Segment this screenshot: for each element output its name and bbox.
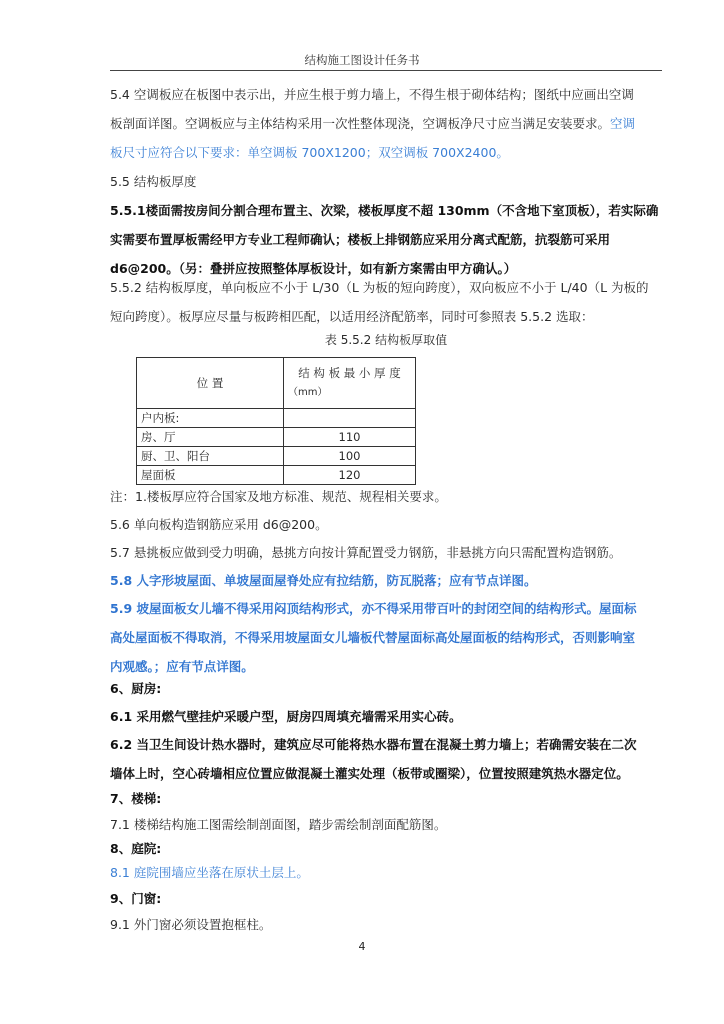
- paragraph-6-2-line-1: 6.2 当卫生间设计热水器时，建筑应尽可能将热水器布置在混凝土剪力墙上；若确需安装在二次: [110, 737, 637, 752]
- paragraph-5-9-line-1: 5.9 坡屋面板女儿墙不得采用闷顶结构形式，亦不得采用带百叶的封闭空间的结构形式。屋面标: [110, 601, 637, 616]
- table-row: [137, 428, 416, 447]
- paragraph-7-1: 7.1 楼梯结构施工图需绘制剖面图，踏步需绘制剖面配筋图。: [110, 817, 447, 832]
- paragraph-5-4-line-2-highlight: 空调: [610, 116, 636, 131]
- paragraph-5-9: [110, 594, 662, 681]
- paragraph-5-9-line-3: 内观感。；应有节点详图。: [110, 659, 254, 674]
- paragraph-5-5-2: [110, 273, 662, 331]
- header-divider: [110, 70, 662, 71]
- paragraph-5-4-line-2: 板剖面详图。空调板应与主体结构采用一次性整体现浇，空调板净尺寸应当满足安装要求。: [110, 116, 611, 131]
- table-row: [137, 409, 416, 428]
- paragraph-5-5-1: [110, 196, 662, 283]
- section-7-title: 7、楼梯:: [110, 791, 162, 806]
- paragraph-6-2-line-2: 墙体上时，空心砖墙相应位置应做混凝土灌实处理（板带或圈梁），位置按照建筑热水器定位。: [110, 766, 629, 781]
- paragraph-5-4-line-3-highlight: 板尺寸应符合以下要求：单空调板 700X1200；双空调板 700X2400。: [110, 145, 509, 160]
- paragraph-5-5-1-line-2: 实需要布置厚板需经甲方专业工程师确认；楼板上排钢筋应采用分离式配筋，抗裂筋可采用: [110, 232, 611, 247]
- paragraph-5-5-2-line-1: 5.5.2 结构板厚度，单向板应不小于 L/30（L 为板的短向跨度），双向板应不小于 L/40（L 为板的: [110, 280, 649, 295]
- table-cell-value: 100: [284, 447, 416, 466]
- slab-thickness-table: [136, 357, 416, 485]
- table-header-thickness-label: 结 构 板 最 小 厚 度: [298, 366, 401, 380]
- paragraph-5-5-1-line-1: 5.5.1楼面需按房间分割合理布置主、次梁，楼板厚度不超 130mm（不含地下室顶板），若实际确: [110, 203, 659, 218]
- table-cell-position: 屋面板: [137, 466, 284, 485]
- table-row: [137, 447, 416, 466]
- section-8-title: 8、庭院:: [110, 841, 162, 856]
- table-header-thickness: [284, 358, 416, 409]
- page-header-title: 结构施工图设计任务书: [304, 53, 420, 67]
- section-9-title: 9、门窗:: [110, 891, 162, 906]
- section-6-title: 6、厨房:: [110, 681, 162, 696]
- paragraph-6-2: [110, 730, 662, 788]
- table-cell-value: 120: [284, 466, 416, 485]
- table-cell-position: 厨、卫、阳台: [137, 447, 284, 466]
- table-header-row: [137, 358, 416, 409]
- paragraph-5-4: [110, 80, 662, 167]
- paragraph-5-5-1-line-3: d6@200。（另：叠拼应按照整体厚板设计，如有新方案需由甲方确认。）: [110, 261, 517, 276]
- table-cell-position: 户内板:: [137, 409, 284, 428]
- table-header-unit: （mm）: [288, 387, 328, 398]
- paragraph-9-1: 9.1 外门窗必须设置抱框柱。: [110, 917, 272, 932]
- section-5-5-title: 5.5 结构板厚度: [110, 174, 197, 189]
- page-number: 4: [358, 940, 366, 953]
- table-cell-value: 110: [284, 428, 416, 447]
- paragraph-5-8: 5.8 人字形坡屋面、单坡屋面屋脊处应有拉结筋，防瓦脱落；应有节点详图。: [110, 573, 537, 588]
- paragraph-5-5-2-line-2: 短向跨度）。板厚应尽量与板跨相匹配，以适用经济配筋率，同时可参照表 5.5.2 选取：: [110, 309, 594, 324]
- table-cell-position: 房、厅: [137, 428, 284, 447]
- paragraph-8-1: 8.1 庭院围墙应坐落在原状土层上。: [110, 865, 309, 880]
- paragraph-5-4-line-1: 5.4 空调板应在板图中表示出，并应生根于剪力墙上，不得生根于砌体结构；图纸中应画出空调: [110, 87, 634, 102]
- paragraph-5-7: 5.7 悬挑板应做到受力明确，悬挑方向按计算配置受力钢筋，非悬挑方向只需配置构造钢筋。: [110, 545, 622, 560]
- table-note: 注：1.楼板厚应符合国家及地方标准、规范、规程相关要求。: [110, 489, 447, 504]
- table-cell-value: [284, 409, 416, 428]
- paragraph-6-1: 6.1 采用燃气壁挂炉采暖户型，厨房四周填充墙需采用实心砖。: [110, 709, 462, 724]
- table-caption: 表 5.5.2 结构板厚取值: [324, 333, 448, 347]
- paragraph-5-9-line-2: 高处屋面板不得取消，不得采用坡屋面女儿墙板代替屋面标高处屋面板的结构形式，否则影响室: [110, 630, 636, 645]
- paragraph-5-6: 5.6 单向板构造钢筋应采用 d6@200。: [110, 517, 328, 532]
- table-header-position: 位 置: [137, 358, 284, 409]
